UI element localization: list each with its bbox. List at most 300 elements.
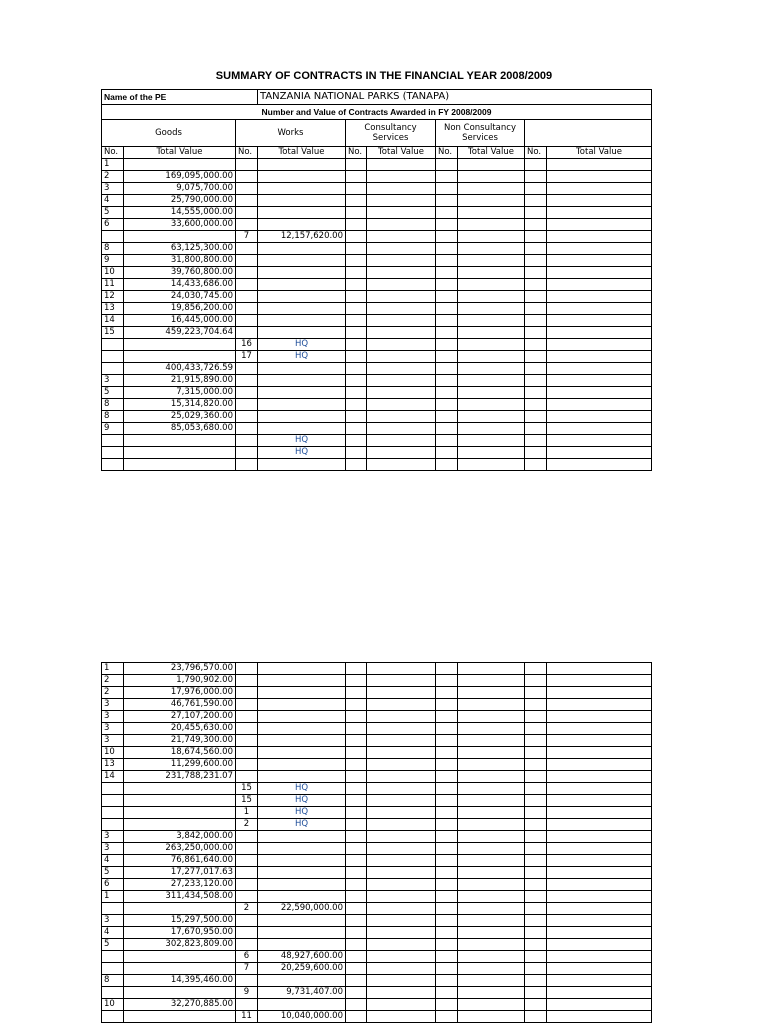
empty-cell	[458, 843, 525, 855]
empty-cell	[367, 771, 436, 783]
works-no-cell	[236, 243, 258, 255]
table-row	[102, 315, 652, 327]
empty-cell	[367, 315, 436, 327]
empty-cell	[547, 279, 652, 291]
empty-cell	[346, 375, 367, 387]
goods-no-cell: 8	[102, 975, 124, 987]
empty-cell	[547, 939, 652, 951]
empty-cell	[458, 879, 525, 891]
table-row	[102, 987, 652, 999]
empty-cell	[346, 951, 367, 963]
empty-cell	[547, 315, 652, 327]
goods-no-cell: 9	[102, 255, 124, 267]
empty-cell	[458, 435, 525, 447]
empty-cell	[436, 759, 458, 771]
empty-cell	[346, 363, 367, 375]
empty-cell	[458, 915, 525, 927]
subheading-row	[102, 105, 652, 120]
empty-cell	[525, 159, 547, 171]
goods-value-cell: 27,107,200.00	[124, 711, 236, 723]
empty-cell	[458, 339, 525, 351]
empty-cell	[436, 939, 458, 951]
empty-cell	[367, 723, 436, 735]
empty-cell	[547, 987, 652, 999]
empty-cell	[436, 423, 458, 435]
empty-cell	[547, 255, 652, 267]
empty-cell	[346, 675, 367, 687]
empty-cell	[547, 855, 652, 867]
empty-cell	[436, 915, 458, 927]
works-value-cell	[258, 927, 346, 939]
goods-no-cell	[102, 1011, 124, 1023]
empty-cell	[346, 195, 367, 207]
goods-no-cell: 10	[102, 267, 124, 279]
works-no-cell	[236, 843, 258, 855]
works-no-cell	[236, 687, 258, 699]
empty-cell	[436, 975, 458, 987]
empty-cell	[547, 435, 652, 447]
empty-cell	[436, 231, 458, 243]
empty-cell	[436, 843, 458, 855]
empty-cell	[346, 963, 367, 975]
table-row	[102, 795, 652, 807]
empty-cell	[525, 831, 547, 843]
empty-cell	[436, 711, 458, 723]
table-row	[102, 963, 652, 975]
empty-cell	[525, 723, 547, 735]
goods-value-cell	[124, 987, 236, 999]
works-value-cell	[258, 999, 346, 1011]
empty-cell	[547, 663, 652, 675]
goods-value-cell: 14,555,000.00	[124, 207, 236, 219]
goods-no-cell	[102, 987, 124, 999]
empty-cell	[367, 975, 436, 987]
empty-cell	[436, 159, 458, 171]
empty-cell	[547, 459, 652, 471]
works-header: Works	[236, 120, 346, 147]
works-no-cell	[236, 855, 258, 867]
empty-cell	[367, 327, 436, 339]
empty-cell	[525, 807, 547, 819]
goods-value-cell: 27,233,120.00	[124, 879, 236, 891]
goods-no-cell: 3	[102, 735, 124, 747]
empty-cell	[458, 219, 525, 231]
empty-cell	[346, 927, 367, 939]
goods-value-cell: 169,095,000.00	[124, 171, 236, 183]
goods-value-cell: 17,670,950.00	[124, 927, 236, 939]
works-value-cell	[258, 207, 346, 219]
empty-cell	[458, 723, 525, 735]
empty-cell	[547, 183, 652, 195]
empty-cell	[436, 999, 458, 1011]
works-no-cell	[236, 747, 258, 759]
pe-name-value: TANZANIA NATIONAL PARKS (TANAPA)	[258, 90, 652, 105]
empty-cell	[525, 663, 547, 675]
goods-no-cell: 3	[102, 831, 124, 843]
empty-cell	[525, 231, 547, 243]
goods-no-cell: 12	[102, 291, 124, 303]
empty-cell	[346, 411, 367, 423]
works-value-cell: HQ	[258, 351, 346, 363]
works-no-cell: 2	[236, 819, 258, 831]
table-row	[102, 435, 652, 447]
goods-no-cell: 3	[102, 723, 124, 735]
goods-value-cell	[124, 1011, 236, 1023]
empty-cell	[525, 819, 547, 831]
table-row	[102, 327, 652, 339]
empty-cell	[346, 327, 367, 339]
empty-cell	[458, 963, 525, 975]
empty-cell	[346, 183, 367, 195]
empty-cell	[458, 831, 525, 843]
table-row	[102, 267, 652, 279]
table-row	[102, 699, 652, 711]
empty-cell	[367, 759, 436, 771]
goods-value-cell	[124, 951, 236, 963]
empty-cell	[436, 399, 458, 411]
empty-cell	[346, 699, 367, 711]
empty-cell	[458, 303, 525, 315]
goods-value-cell	[124, 963, 236, 975]
goods-value-cell: 23,796,570.00	[124, 663, 236, 675]
empty-cell	[367, 819, 436, 831]
table-row	[102, 243, 652, 255]
empty-cell	[525, 207, 547, 219]
goods-no-cell: 1	[102, 159, 124, 171]
empty-cell	[367, 291, 436, 303]
table-row	[102, 159, 652, 171]
empty-cell	[436, 783, 458, 795]
empty-cell	[436, 675, 458, 687]
empty-cell	[525, 327, 547, 339]
works-value-cell	[258, 279, 346, 291]
goods-value-cell: 25,029,360.00	[124, 411, 236, 423]
empty-cell	[367, 303, 436, 315]
empty-cell	[346, 1011, 367, 1023]
works-no-cell	[236, 999, 258, 1011]
goods-value-cell: 15,297,500.00	[124, 915, 236, 927]
works-value-cell: HQ	[258, 339, 346, 351]
empty-cell	[367, 459, 436, 471]
empty-cell	[346, 735, 367, 747]
works-no-cell: 15	[236, 783, 258, 795]
empty-header	[525, 120, 652, 147]
goods-no-cell: 13	[102, 303, 124, 315]
goods-no-cell: 2	[102, 171, 124, 183]
goods-value-cell: 9,075,700.00	[124, 183, 236, 195]
works-value-cell	[258, 975, 346, 987]
works-no-cell: 6	[236, 951, 258, 963]
empty-cell	[547, 267, 652, 279]
empty-cell	[458, 255, 525, 267]
empty-cell	[436, 219, 458, 231]
empty-cell	[367, 219, 436, 231]
goods-no-cell: 14	[102, 315, 124, 327]
table-row	[102, 1011, 652, 1023]
empty-cell	[547, 351, 652, 363]
empty-cell	[525, 171, 547, 183]
goods-value-cell: 14,395,460.00	[124, 975, 236, 987]
works-no-cell: 2	[236, 903, 258, 915]
goods-value-cell: 17,976,000.00	[124, 687, 236, 699]
empty-cell	[525, 291, 547, 303]
empty-cell	[547, 219, 652, 231]
empty-cell	[346, 663, 367, 675]
empty-cell	[367, 279, 436, 291]
empty-cell	[458, 699, 525, 711]
goods-no-header: No.	[102, 147, 124, 159]
empty-cell	[367, 951, 436, 963]
goods-value-cell	[124, 351, 236, 363]
empty-cell	[367, 735, 436, 747]
table-row	[102, 999, 652, 1011]
works-no-cell	[236, 891, 258, 903]
goods-no-cell: 3	[102, 843, 124, 855]
goods-value-cell: 1,790,902.00	[124, 675, 236, 687]
empty-cell	[367, 963, 436, 975]
empty-cell	[525, 951, 547, 963]
table-row	[102, 867, 652, 879]
table-row	[102, 255, 652, 267]
goods-value-cell: 24,030,745.00	[124, 291, 236, 303]
empty-cell	[367, 159, 436, 171]
empty-cell	[436, 867, 458, 879]
empty-cell	[367, 927, 436, 939]
empty-cell	[367, 687, 436, 699]
goods-value-cell	[124, 819, 236, 831]
works-no-cell: 15	[236, 795, 258, 807]
goods-no-cell: 5	[102, 939, 124, 951]
empty-cell	[367, 351, 436, 363]
works-no-cell	[236, 279, 258, 291]
empty-cell	[367, 807, 436, 819]
works-value-cell	[258, 915, 346, 927]
goods-no-cell: 1	[102, 891, 124, 903]
goods-no-cell	[102, 231, 124, 243]
pe-name-label: Name of the PE	[102, 90, 258, 105]
works-value-cell	[258, 183, 346, 195]
empty-cell	[367, 843, 436, 855]
empty-cell	[367, 255, 436, 267]
empty-cell	[458, 447, 525, 459]
works-no-cell	[236, 435, 258, 447]
empty-cell	[346, 783, 367, 795]
empty-cell	[458, 675, 525, 687]
goods-value-cell: 7,315,000.00	[124, 387, 236, 399]
goods-value-cell	[124, 903, 236, 915]
goods-value-cell: 21,915,890.00	[124, 375, 236, 387]
empty-cell	[367, 699, 436, 711]
empty-cell	[525, 435, 547, 447]
empty-cell	[346, 447, 367, 459]
goods-no-cell	[102, 435, 124, 447]
empty-cell	[346, 807, 367, 819]
empty-cell	[458, 315, 525, 327]
consultancy-value-header: Total Value	[367, 147, 436, 159]
empty-cell	[525, 351, 547, 363]
empty-cell	[458, 687, 525, 699]
works-value-cell	[258, 411, 346, 423]
table-row	[102, 231, 652, 243]
goods-no-cell	[102, 795, 124, 807]
empty-cell	[367, 435, 436, 447]
works-no-cell: 11	[236, 1011, 258, 1023]
empty-cell	[458, 927, 525, 939]
empty-cell	[547, 339, 652, 351]
empty-cell	[458, 327, 525, 339]
empty-cell	[525, 459, 547, 471]
goods-no-cell: 3	[102, 183, 124, 195]
goods-value-cell: 311,434,508.00	[124, 891, 236, 903]
empty-cell	[346, 399, 367, 411]
empty-cell	[458, 159, 525, 171]
table-row	[102, 735, 652, 747]
empty-cell	[458, 171, 525, 183]
empty-cell	[458, 351, 525, 363]
empty-cell	[547, 399, 652, 411]
works-no-cell: 16	[236, 339, 258, 351]
empty-cell	[346, 999, 367, 1011]
goods-no-cell: 5	[102, 207, 124, 219]
empty-cell	[436, 747, 458, 759]
empty-cell	[346, 759, 367, 771]
works-value-cell	[258, 843, 346, 855]
works-value-cell	[258, 723, 346, 735]
empty-cell	[346, 435, 367, 447]
empty-cell	[458, 759, 525, 771]
works-no-cell	[236, 927, 258, 939]
works-no-cell	[236, 375, 258, 387]
empty-cell	[547, 927, 652, 939]
empty-cell	[458, 195, 525, 207]
empty-cell	[346, 711, 367, 723]
empty-cell	[525, 1011, 547, 1023]
empty-cell	[458, 939, 525, 951]
goods-value-cell: 400,433,726.59	[124, 363, 236, 375]
empty-cell	[458, 771, 525, 783]
empty-cell	[547, 975, 652, 987]
empty-cell	[547, 723, 652, 735]
goods-no-cell: 8	[102, 411, 124, 423]
empty-cell	[436, 699, 458, 711]
table-row	[102, 891, 652, 903]
works-value-cell: 10,040,000.00	[258, 1011, 346, 1023]
table-row	[102, 711, 652, 723]
works-no-cell	[236, 759, 258, 771]
goods-value-cell: 11,299,600.00	[124, 759, 236, 771]
works-value-cell	[258, 243, 346, 255]
works-value-cell: HQ	[258, 795, 346, 807]
goods-value-cell: 76,861,640.00	[124, 855, 236, 867]
empty-cell	[525, 375, 547, 387]
table-row	[102, 399, 652, 411]
empty-cell	[458, 183, 525, 195]
goods-no-cell: 9	[102, 423, 124, 435]
table-row	[102, 447, 652, 459]
works-no-cell	[236, 459, 258, 471]
empty-cell	[367, 879, 436, 891]
empty-cell	[547, 375, 652, 387]
empty-cell	[458, 807, 525, 819]
empty-cell	[547, 903, 652, 915]
works-value-cell	[258, 423, 346, 435]
empty-cell	[458, 1011, 525, 1023]
category-header-row	[102, 120, 652, 147]
other-no-header: No.	[525, 147, 547, 159]
empty-cell	[458, 867, 525, 879]
empty-cell	[346, 939, 367, 951]
empty-cell	[346, 747, 367, 759]
works-no-cell	[236, 267, 258, 279]
empty-cell	[458, 999, 525, 1011]
empty-cell	[525, 675, 547, 687]
works-value-cell	[258, 855, 346, 867]
works-value-cell: 20,259,600.00	[258, 963, 346, 975]
empty-cell	[525, 315, 547, 327]
table-row	[102, 423, 652, 435]
table-row	[102, 831, 652, 843]
empty-cell	[367, 267, 436, 279]
empty-cell	[346, 831, 367, 843]
empty-cell	[547, 747, 652, 759]
goods-value-cell: 85,053,680.00	[124, 423, 236, 435]
works-value-cell	[258, 459, 346, 471]
works-value-cell	[258, 387, 346, 399]
empty-cell	[525, 783, 547, 795]
empty-cell	[458, 243, 525, 255]
works-value-cell	[258, 699, 346, 711]
goods-value-cell: 16,445,000.00	[124, 315, 236, 327]
works-value-cell	[258, 939, 346, 951]
empty-cell	[525, 771, 547, 783]
empty-cell	[458, 423, 525, 435]
empty-cell	[436, 807, 458, 819]
table-row	[102, 939, 652, 951]
goods-no-cell: 14	[102, 771, 124, 783]
works-no-cell	[236, 879, 258, 891]
goods-no-cell: 4	[102, 855, 124, 867]
empty-cell	[525, 699, 547, 711]
empty-cell	[346, 423, 367, 435]
empty-cell	[458, 267, 525, 279]
works-value-cell	[258, 195, 346, 207]
goods-value-cell	[124, 159, 236, 171]
works-value-cell	[258, 315, 346, 327]
empty-cell	[436, 891, 458, 903]
works-no-cell	[236, 183, 258, 195]
empty-cell	[436, 903, 458, 915]
empty-cell	[525, 183, 547, 195]
table-row	[102, 675, 652, 687]
empty-cell	[367, 171, 436, 183]
works-value-cell	[258, 867, 346, 879]
empty-cell	[458, 411, 525, 423]
empty-cell	[547, 1011, 652, 1023]
empty-cell	[436, 303, 458, 315]
empty-cell	[436, 267, 458, 279]
non-consultancy-header: Non Consultancy Services	[436, 120, 525, 147]
empty-cell	[367, 747, 436, 759]
non-consultancy-no-header: No.	[436, 147, 458, 159]
goods-no-cell: 11	[102, 279, 124, 291]
works-no-cell	[236, 939, 258, 951]
empty-cell	[458, 735, 525, 747]
works-value-cell	[258, 771, 346, 783]
goods-value-cell: 231,788,231.07	[124, 771, 236, 783]
table-row	[102, 903, 652, 915]
empty-cell	[346, 351, 367, 363]
empty-cell	[436, 195, 458, 207]
